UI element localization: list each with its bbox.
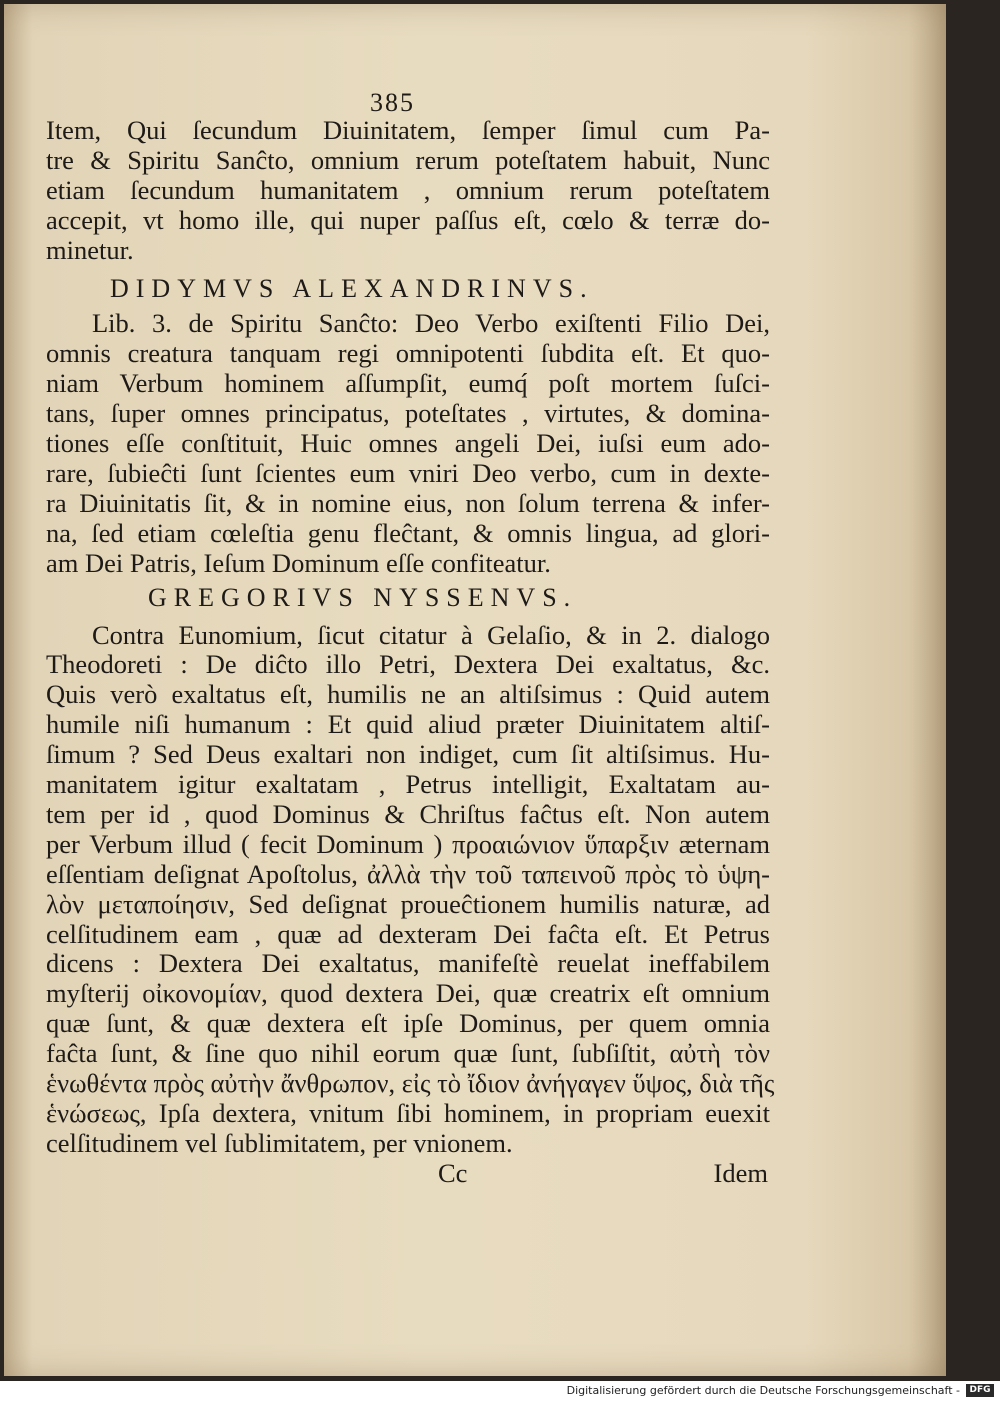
text-line: accepit, vt homo ille, qui nuper paſſus eſt, cœlo & terræ do- [46,204,770,235]
text-line: per Verbum illud ( fecit Dominum ) προαιώνιον ὕπαρξιν æternam [46,828,770,859]
text-line: am Dei Patris, Ieſum Dominum eſſe confiteatur. [46,547,551,578]
text-line: tans, ſuper omnes principatus, poteſtates , virtutes, & domina- [46,398,770,429]
text-line: Contra Eunomium, ſicut citatur à Gelaſio, & in 2. dialogo [92,619,770,650]
book-page [4,4,946,1376]
paragraph-gregorius [46,619,775,1159]
text-line: tem per id , quod Dominus & Chriſtus faĉtus eſt. Non autem [46,798,770,829]
text-line: etiam ſecundum humanitatem , omnium rerum poteſtatem [46,174,770,205]
text-line: manitatem igitur exaltatam , Petrus intelligit, Exaltatam au- [46,769,770,800]
section-heading-gregorius: GREGORIVS NYSSENVS. [148,582,578,612]
text-line: dicens : Dextera Dei exaltatus, manifeſtè reuelat ineffabilem [46,948,770,979]
text-line: Quis verò exaltatus eſt, humilis ne an altiſsimus : Quid autem [46,679,770,710]
text-line: na, ſed etiam cœleſtia genu fleĉtant, & omnis lingua, ad glori- [46,517,770,548]
text-line: eſſentiam deſignat Apoſtolus, ἀλλὰ τὴν τοῦ ταπεινοῦ πρὸς τὸ ὑψη- [46,858,770,889]
digitization-footer [0,1381,1000,1401]
page-footer [46,1159,770,1191]
text-line: celſitudinem vel ſublimitatem, per vnionem. [46,1127,513,1158]
text-line: tiones eſſe conſtituit, Huic omnes angeli Dei, iuſsi eum ado- [46,428,770,459]
text-line: ἑνώσεως, Ipſa dextera, vnitum ſibi hominem, in propriam euexit [46,1098,770,1128]
text-line: ἑνωθέντα πρὸς αὐτὴν ἄνθρωπον, εἰς τὸ ἴδιον ἀνήγαγεν ὕψος, διὰ τῆς [46,1068,775,1099]
text-line: niam Verbum hominem aſſumpſit, eumq́ poſt mortem ſuſci- [46,368,770,399]
text-block [46,115,775,1191]
signature-mark: Cc [438,1157,468,1188]
page-number: 385 [370,88,415,117]
text-line: Theodoreti : De diĉto illo Petri, Dextera Dei exaltatus, &c. [46,649,770,680]
text-line: rare, ſubieĉti ſunt ſcientes eum vniri Deo verbo, cum in dexte- [46,457,770,488]
text-line: myſterij οἰκονομίαν, quod dextera Dei, quæ creatrix eſt omnium [46,978,770,1009]
text-line: quæ ſunt, & quæ dextera eſt ipſe Dominus, per quem omnia [46,1008,770,1039]
section-heading-didymus: DIDYMVS ALEXANDRINVS. [110,273,594,303]
dfg-logo-icon: DFG [966,1384,994,1397]
catchword: Idem [713,1157,768,1188]
text-line: Lib. 3. de Spiritu Sanĉto: Deo Verbo exiſtenti Filio Dei, [92,308,770,339]
paragraph-item [46,116,770,266]
text-line: humile niſi humanum : Et quid aliud præter Diuinitatem altiſ- [46,709,770,740]
text-line: omnis creatura tanquam regi omnipotenti ſubdita eſt. Et quo- [46,338,770,369]
text-line: celſitudinem eam , quæ ad dexteram Dei faĉta eſt. Et Petrus [46,918,770,949]
digitization-note: Digitalisierung gefördert durch die Deutsche Forschungsgemeinschaft - [566,1384,960,1397]
text-line: minetur. [46,234,134,265]
text-line: ra Diuinitatis ſit, & in nomine eius, non ſolum terrena & infer- [46,487,770,518]
text-line: tre & Spiritu Sanĉto, omnium rerum poteſtatem habuit, Nunc [46,144,770,175]
text-line: λὸν μεταποίησιν, Sed deſignat proueĉtionem humilis naturæ, ad [46,888,770,919]
text-line: Item, Qui ſecundum Diuinitatem, ſemper ſimul cum Pa- [46,115,770,145]
text-line: ſimum ? Sed Deus exaltari non indiget, cum ſit altiſsimus. Hu- [46,739,770,770]
paragraph-didymus [46,309,770,578]
text-line: faĉta ſunt, & ſine quo nihil eorum quæ ſunt, ſubſiſtit, αὐτὴ τὸν [46,1038,770,1069]
